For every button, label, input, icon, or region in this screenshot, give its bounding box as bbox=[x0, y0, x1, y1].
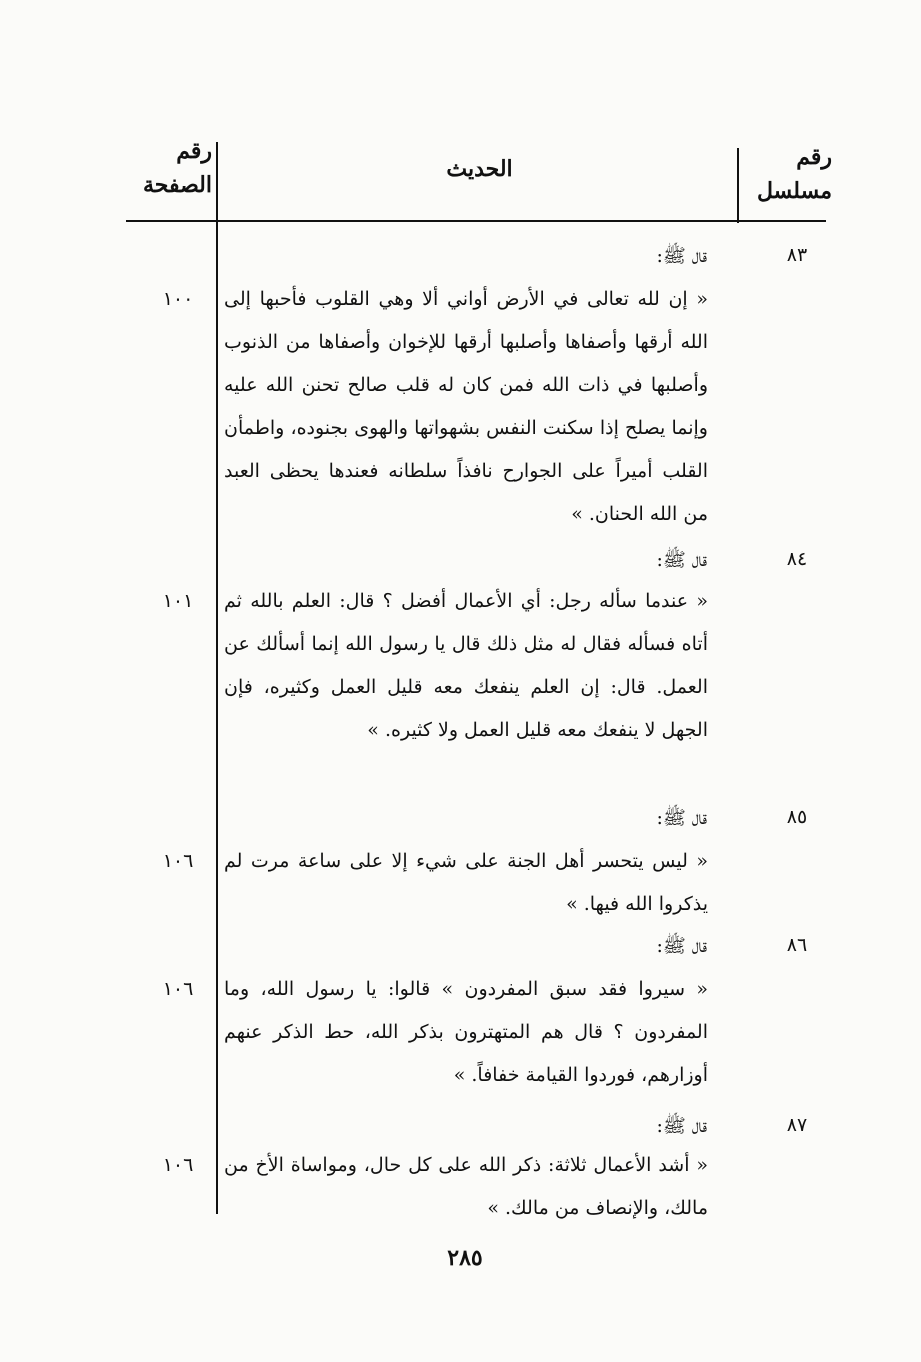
hadith-text: « إن لله تعالى في الأرض أواني ألا وهي القلوب فأحبها إلى الله أرقها وأصفاها وأصلبها أرقها للإخوان وأصفاها من الذنوب وأصلبها في ذات الله فمن كان له قلب صالح تحنن الله عليه وإنما يصلح إذا سكنت النفس بشهواتها والهوى بجنوده، واطمأن القلب أميراً على الجوارح نافذاً سلطانه فعندها يحظى العبد من الله الحنان. » bbox=[224, 288, 708, 525]
entry-page-number: ١٠١ bbox=[162, 590, 194, 612]
serial-header-line1: رقم bbox=[796, 144, 832, 170]
serial-number-header bbox=[756, 140, 832, 208]
entry-intro: قال ﷺ: bbox=[656, 807, 707, 829]
page-header-line1: رقم bbox=[176, 138, 212, 164]
hadith-text: « عندما سأله رجل: أي الأعمال أفضل ؟ قال: العلم بالله ثم أتاه فسأله فقال له مثل ذلك قال يا رسول الله إنما أسألك عن العمل. قال: إن العلم ينفعك معه قليل العمل وكثيره، فإن الجهل لا ينفعك معه قليل العمل ولا كثيره. » bbox=[224, 590, 708, 741]
entry-intro: قال ﷺ: bbox=[656, 245, 707, 267]
entry-serial-number: ٨٣ bbox=[786, 244, 808, 266]
hadith-text: « ليس يتحسر أهل الجنة على شيء إلا على ساعة مرت لم يذكروا الله فيها. » bbox=[224, 850, 708, 915]
page-header-line2: الصفحة bbox=[142, 172, 212, 198]
column-divider-left bbox=[216, 142, 218, 1214]
hadith-text: « سيروا فقد سبق المفردون » قالوا: يا رسول الله، وما المفردون ؟ قال هم المتهترون بذكر الله، حط الذكر عنهم أوزارهم، فوردوا القيامة خفافاً. » bbox=[224, 978, 708, 1086]
entry-serial-number: ٨٧ bbox=[786, 1114, 808, 1136]
serial-header-line2: مسلسل bbox=[757, 178, 832, 204]
entry-page-number: ١٠٠ bbox=[162, 288, 194, 310]
entry-page-number: ١٠٦ bbox=[162, 1154, 194, 1176]
entry-serial-number: ٨٤ bbox=[786, 548, 808, 570]
hadith-header: الحديث bbox=[446, 156, 513, 182]
entry-serial-number: ٨٦ bbox=[786, 934, 808, 956]
footer-page-number: ٢٨٥ bbox=[447, 1245, 483, 1271]
entry-intro: قال ﷺ: bbox=[656, 549, 707, 571]
entry-intro: قال ﷺ: bbox=[656, 935, 707, 957]
entry-page-number: ١٠٦ bbox=[162, 978, 194, 1000]
column-divider-right bbox=[737, 148, 739, 223]
entry-intro: قال ﷺ: bbox=[656, 1115, 707, 1137]
entry-page-number: ١٠٦ bbox=[162, 850, 194, 872]
header-rule bbox=[126, 220, 826, 222]
hadith-text: « أشد الأعمال ثلاثة: ذكر الله على كل حال، ومواساة الأخ من مالك، والإنصاف من مالك. » bbox=[224, 1154, 708, 1219]
page-number-header bbox=[120, 134, 212, 202]
entry-serial-number: ٨٥ bbox=[786, 806, 808, 828]
